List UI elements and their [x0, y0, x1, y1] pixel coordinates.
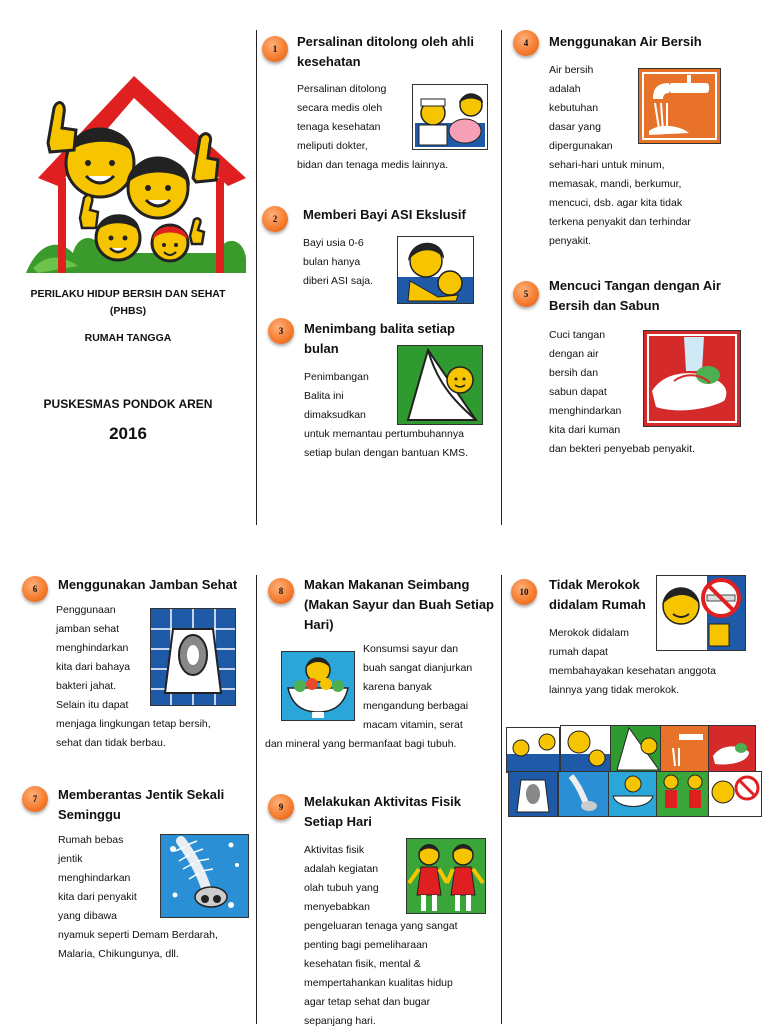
item-number-badge: 1	[262, 36, 288, 62]
no-smoking-icon	[708, 771, 762, 817]
item-description: Penimbangan Balita ini dimaksudkan untuk memantau pertumbuhannya setiap bulan dengan bantuan KMS.	[304, 371, 469, 459]
breastfeeding-icon	[397, 236, 474, 304]
hand-washing-icon	[643, 330, 741, 427]
healthy-food-icon	[281, 651, 355, 721]
item-number-badge: 4	[513, 30, 539, 56]
item-title: Makan Makanan Seimbang (Makan Sayur dan Buah Setiap Hari)	[304, 577, 494, 632]
cover-organization: PUSKESMAS PONDOK AREN	[43, 397, 213, 411]
item-title: Menggunakan Jamban Sehat	[58, 577, 238, 592]
item-number-badge: 5	[513, 281, 539, 307]
exercise-icon	[656, 771, 710, 817]
item-title: Menggunakan Air Bersih	[549, 34, 702, 49]
column-divider	[501, 30, 502, 525]
exercise-icon	[406, 838, 486, 914]
column-divider	[256, 30, 257, 525]
water-tap-icon	[638, 68, 721, 144]
cover-title-abbrev: (PHBS)	[109, 305, 147, 317]
toilet-icon	[150, 608, 236, 706]
item-title: Tidak Merokok didalam Rumah	[549, 577, 646, 612]
item-description: Bayi usia 0-6 bulan hanya diberi ASI saja.	[303, 237, 374, 287]
item-number-badge: 9	[268, 794, 294, 820]
item-title: Mencuci Tangan dengan Air Bersih dan Sabun	[549, 278, 721, 313]
item-number-badge: 2	[262, 206, 288, 232]
cover-title: PERILAKU HIDUP BERSIH DAN SEHAT	[30, 288, 226, 300]
item-number-badge: 3	[268, 318, 294, 344]
item-description: Air bersih adalah kebutuhan dasar yang dipergunakan sehari-hari untuk minum, memasak, mandi, berkumur, mencuci, dsb. agar kita tidak terkena penyakit dan terhindar penyakit.	[549, 64, 691, 247]
baby-scale-icon	[610, 725, 662, 773]
cover-year: 2016	[109, 424, 147, 443]
item-description: Cuci tangan dengan air bersih dan sabun dapat menghindarkan kita dari kuman dan bekteri penyebab penyakit.	[549, 329, 695, 455]
item-title: Menimbang balita setiap bulan	[304, 321, 455, 356]
doctor-patient-icon	[412, 84, 488, 150]
item-title: Persalinan ditolong oleh ahli kesehatan	[297, 34, 474, 69]
healthy-food-icon	[608, 771, 658, 817]
baby-scale-icon	[397, 345, 483, 425]
item-description: Rumah bebas jentik menghindarkan kita dari penyakit yang dibawa nyamuk seperti Demam Berdarah, Malaria, Chikungunya, dll.	[58, 834, 218, 960]
no-smoking-icon	[656, 575, 746, 651]
icon-collage	[504, 725, 764, 817]
item-description: Merokok didalam rumah dapat membahayakan kesehatan anggota lainnya yang tidak merokok.	[549, 627, 716, 696]
item-number-badge: 7	[22, 786, 48, 812]
hand-washing-icon	[708, 725, 756, 773]
toilet-icon	[508, 771, 558, 817]
water-tap-icon	[660, 725, 710, 773]
mosquito-larva-icon	[558, 771, 610, 817]
item-title: Memberi Bayi ASI Ekslusif	[303, 207, 466, 222]
item-description: Konsumsi sayur dan buah sangat dianjurkan karena banyak mengandung berbagai macam vitamin, serat dan mineral yang bermanfaat bagi tubuh.	[265, 643, 473, 750]
item-number-badge: 6	[22, 576, 48, 602]
item-title: Memberantas Jentik Sekali Seminggu	[58, 787, 225, 822]
item-description: Penggunaan jamban sehat menghindarkan kita dari bahaya bakteri jahat. Selain itu dapat menjaga lingkungan tetap bersih, sehat dan tidak berbau.	[56, 604, 211, 749]
doctor-patient-icon	[506, 727, 560, 773]
mosquito-larva-icon	[160, 834, 249, 918]
item-number-badge: 10	[511, 579, 537, 605]
item-description: Persalinan ditolong secara medis oleh tenaga kesehatan meliputi dokter, bidan dan tenaga medis lainnya.	[297, 83, 449, 171]
breastfeeding-icon	[560, 725, 612, 773]
item-number-badge: 8	[268, 578, 294, 604]
family-house-logo	[18, 68, 250, 278]
item-description: Aktivitas fisik adalah kegiatan olah tubuh yang menyebabkan pengeluaran tenaga yang sangat penting bagi pemeliharaan kesehatan fisik, mental & mempertahankan kualitas hidup agar tetap sehat dan bugar sepanjang hari.	[304, 844, 458, 1027]
cover-subtitle: RUMAH TANGGA	[84, 332, 172, 344]
item-title: Melakukan Aktivitas Fisik Setiap Hari	[304, 794, 462, 829]
column-divider	[501, 575, 502, 1024]
